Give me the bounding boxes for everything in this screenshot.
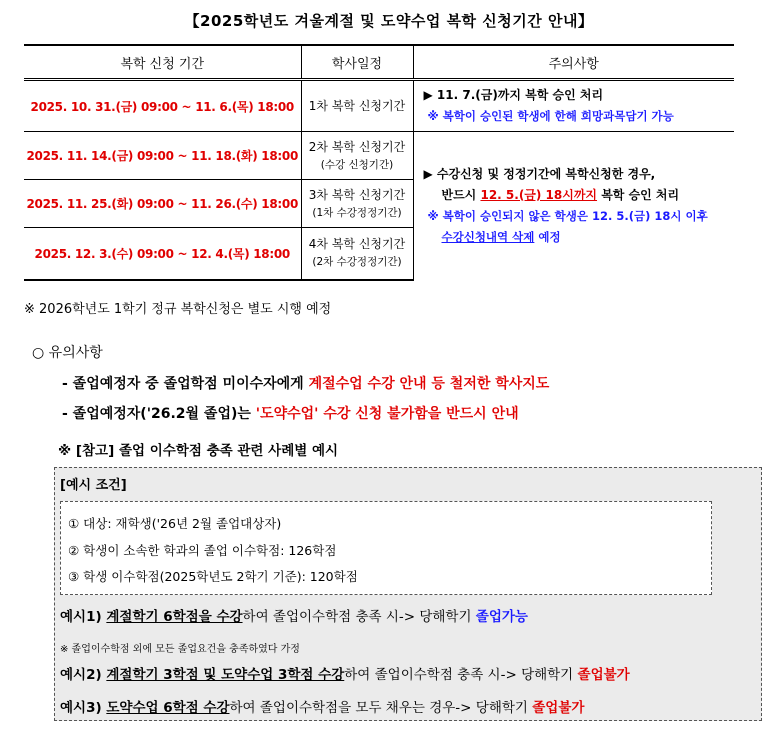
header-academic: 학사일정 [301, 45, 413, 80]
note-1-main: ▶ 11. 7.(금)까지 복학 승인 처리 [423, 88, 604, 102]
reference-heading: ※ [참고] 졸업 이수학점 충족 관련 사례별 예시 [58, 443, 339, 459]
example-3: 예시3) 도약수업 6학점 수강하여 졸업이수학점을 모두 채우는 경우-> 당해학기 졸업불가 [60, 700, 585, 716]
note-round-2-4 [413, 132, 734, 280]
schedule-table [24, 44, 734, 281]
condition-1: ① 대상: 재학생('26년 2월 졸업대상자) [68, 516, 282, 531]
note-1-sub: ※ 복학이 승인된 학생에 한해 희망과목담기 가능 [427, 109, 674, 123]
header-period: 복학 신청 기간 [24, 45, 301, 80]
header-notes: 주의사항 [413, 45, 734, 80]
note-round-1 [413, 80, 734, 132]
table-row-3-period: 2025. 11. 25.(화) 09:00 ~ 11. 26.(수) 18:00 [24, 180, 301, 228]
table-row-2-period: 2025. 11. 14.(금) 09:00 ~ 11. 18.(화) 18:00 [24, 132, 301, 180]
table-row-4-academic: 4차 복학 신청기간 (2차 수강정정기간) [301, 228, 413, 280]
example-header: [예시 조건] [60, 478, 127, 493]
note-2-main-a: ▶ 수강신청 및 정정기간에 복학신청한 경우, [423, 166, 656, 181]
condition-3: ③ 학생 이수학점(2025학년도 2학기 기준): 120학점 [68, 569, 358, 584]
note-2-main-b: 반드시 12. 5.(금) 18시까지 복학 승인 처리 [441, 187, 680, 202]
example-note: ※ 졸업이수학점 외에 모든 졸업요건을 충족하였다 가정 [60, 644, 300, 655]
condition-2: ② 학생이 소속한 학과의 졸업 이수학점: 126학점 [68, 543, 337, 558]
table-row-1-academic: 1차 복학 신청기간 [301, 80, 413, 132]
caution-item-2: - 졸업예정자('26.2월 졸업)는 '도약수업' 수강 신청 불가함을 반드시 안내 [62, 406, 519, 422]
table-row-4-period: 2025. 12. 3.(수) 09:00 ~ 12. 4.(목) 18:00 [24, 228, 301, 280]
footnote: ※ 2026학년도 1학기 정규 복학신청은 별도 시행 예정 [24, 302, 332, 317]
table-row-2-academic: 2차 복학 신청기간 (수강 신청기간) [301, 132, 413, 180]
caution-item-1: - 졸업예정자 중 졸업학점 미이수자에게 계절수업 수강 안내 등 철저한 학사지도 [62, 376, 550, 392]
note-2-sub-a: ※ 복학이 승인되지 않은 학생은 12. 5.(금) 18시 이후 [427, 208, 708, 223]
table-row-3-academic: 3차 복학 신청기간 (1차 수강정정기간) [301, 180, 413, 228]
caution-heading: ○ 유의사항 [32, 345, 103, 361]
table-row-1-period: 2025. 10. 31.(금) 09:00 ~ 11. 6.(목) 18:00 [30, 99, 294, 114]
example-1: 예시1) 계절학기 6학점을 수강하여 졸업이수학점 충족 시-> 당해학기 졸업가능 [60, 609, 528, 625]
page-title: 【2025학년도 겨울계절 및 도약수업 복학 신청기간 안내】 [184, 12, 594, 30]
example-2: 예시2) 계절학기 3학점 및 도약수업 3학점 수강하여 졸업이수학점 충족 시-> 당해학기 졸업불가 [60, 667, 630, 683]
note-2-sub-b: 수강신청내역 삭제 예정 [441, 229, 561, 244]
